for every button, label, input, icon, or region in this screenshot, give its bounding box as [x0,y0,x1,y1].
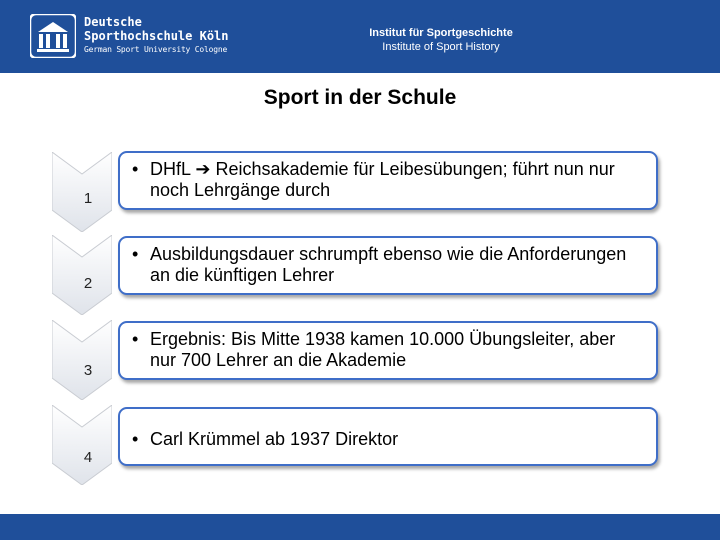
chevron-shape-icon [52,320,112,400]
header-bar [0,0,720,73]
university-logo[interactable] [30,14,230,64]
step-chevron-1 [52,152,112,232]
logo-title [84,15,229,43]
logo-title-line1: Deutsche [84,15,142,29]
step-box-3 [118,321,658,380]
step-chevron-3 [52,320,112,400]
step-text-2-content: Ausbildungsdauer schrumpft ebenso wie die Anforderungen an die künftigen Lehrer [150,244,627,285]
bullet-3: • [132,329,139,349]
step-box-1 [118,151,658,210]
step-number-1: 1 [83,190,93,207]
university-building-icon [30,14,76,58]
step-text-1 [132,159,644,201]
step-text-1-part-b: Reichsakademie für Leibesübungen; führt nun nur noch Lehrgänge durch [150,159,615,200]
step-number-3: 3 [83,362,93,379]
logo-subtitle: German Sport University Cologne [84,45,228,54]
bullet-2: • [132,244,139,264]
institute-name-de: Institut für Sportgeschichte [369,27,513,39]
step-text-2 [132,244,644,286]
step-box-2 [118,236,658,295]
step-text-1-part-a: DHfL [150,159,191,179]
step-number-2: 2 [83,275,93,292]
step-text-4-content: Carl Krümmel ab 1937 Direktor [150,429,399,449]
step-chevron-4 [52,405,112,485]
step-text-3 [132,329,644,371]
bullet-1: • [132,159,139,179]
footer-bar [0,514,720,540]
step-box-4 [118,407,658,466]
institute-name-en: Institute of Sport History [382,41,500,53]
step-chevron-2 [52,235,112,315]
slide-title: Sport in der Schule [263,86,457,109]
chevron-shape-icon [52,405,112,485]
arrow-right-icon: ➔ [195,159,211,179]
step-number-4: 4 [83,449,93,466]
step-text-3-content: Ergebnis: Bis Mitte 1938 kamen 10.000 Übungsleiter, aber nur 700 Lehrer an die Akademie [150,329,616,370]
bullet-4: • [132,429,139,449]
logo-title-line2: Sporthochschule Köln [84,29,229,43]
step-text-4 [132,429,644,450]
institute-name [334,26,548,54]
